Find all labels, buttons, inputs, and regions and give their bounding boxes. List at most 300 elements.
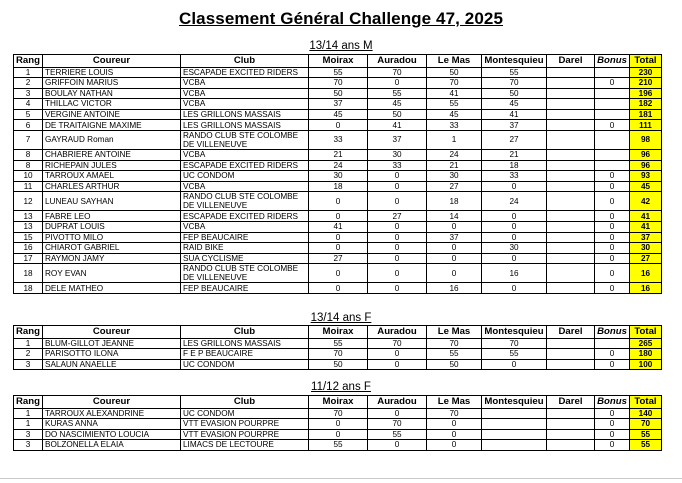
cell-montesquieu: 30 — [482, 243, 547, 254]
table-row — [14, 109, 662, 120]
cell-coureur: DO NASCIMIENTO LOUCIA — [43, 429, 181, 440]
cell-coureur: CHARLES ARTHUR — [43, 181, 181, 192]
cell-moirax: 55 — [309, 338, 368, 349]
cell-total: 45 — [630, 181, 662, 192]
cell-montesquieu: 70 — [482, 78, 547, 89]
cell-moirax: 0 — [309, 192, 368, 211]
table-header-row — [14, 396, 662, 409]
cell-coureur: PARISOTTO ILONA — [43, 349, 181, 360]
cell-moirax: 0 — [309, 120, 368, 131]
cell-lemas: 50 — [427, 67, 482, 78]
cell-coureur: BOLZONELLA ELAIA — [43, 440, 181, 451]
table-row — [14, 359, 662, 370]
cell-bonus — [595, 160, 630, 171]
cell-auradou: 55 — [368, 88, 427, 99]
table-row — [14, 253, 662, 264]
cell-montesquieu: 0 — [482, 211, 547, 222]
cell-total: 55 — [630, 429, 662, 440]
results-table-11-12-f — [13, 395, 662, 451]
cell-lemas: 14 — [427, 211, 482, 222]
cell-montesquieu: 45 — [482, 99, 547, 110]
cell-lemas: 0 — [427, 264, 482, 283]
cell-club: LES GRILLONS MASSAIS — [181, 109, 309, 120]
cell-club: FEP BEAUCAIRE — [181, 232, 309, 243]
cell-lemas: 0 — [427, 253, 482, 264]
cell-montesquieu: 0 — [482, 222, 547, 233]
cell-lemas: 33 — [427, 120, 482, 131]
cell-rang: 7 — [14, 131, 43, 150]
cell-montesquieu: 0 — [482, 283, 547, 294]
cell-club: RANDO CLUB STE COLOMBE DE VILLENEUVE — [181, 192, 309, 211]
column-header-lemas: Le Mas — [427, 396, 482, 409]
table-row — [14, 283, 662, 294]
cell-bonus — [595, 131, 630, 150]
column-header-coureur: Coureur — [43, 55, 181, 68]
cell-montesquieu: 55 — [482, 67, 547, 78]
cell-coureur: TARROUX ALEXANDRINE — [43, 408, 181, 419]
column-header-auradou: Auradou — [368, 396, 427, 409]
cell-moirax: 50 — [309, 359, 368, 370]
table-row — [14, 131, 662, 150]
cell-moirax: 41 — [309, 222, 368, 233]
cell-darel — [547, 150, 595, 161]
cell-club: UC CONDOM — [181, 408, 309, 419]
cell-darel — [547, 349, 595, 360]
table-header-row — [14, 55, 662, 68]
cell-lemas: 70 — [427, 338, 482, 349]
column-header-club: Club — [181, 396, 309, 409]
cell-bonus: 0 — [595, 171, 630, 182]
column-header-montesquieu: Montesquieu — [482, 326, 547, 339]
cell-darel — [547, 109, 595, 120]
column-header-total: Total — [630, 55, 662, 68]
cell-montesquieu — [482, 440, 547, 451]
cell-lemas: 0 — [427, 243, 482, 254]
cell-total: 181 — [630, 109, 662, 120]
cell-moirax: 0 — [309, 264, 368, 283]
cell-rang: 17 — [14, 253, 43, 264]
cell-darel — [547, 232, 595, 243]
cell-club: VCBA — [181, 78, 309, 89]
cell-moirax: 0 — [309, 283, 368, 294]
cell-bonus: 0 — [595, 264, 630, 283]
cell-rang: 3 — [14, 88, 43, 99]
cell-rang: 10 — [14, 171, 43, 182]
cell-rang: 16 — [14, 243, 43, 254]
cell-lemas: 55 — [427, 99, 482, 110]
table-row — [14, 440, 662, 451]
cell-moirax: 37 — [309, 99, 368, 110]
cell-lemas: 21 — [427, 160, 482, 171]
cell-montesquieu: 16 — [482, 264, 547, 283]
table-row — [14, 67, 662, 78]
cell-darel — [547, 192, 595, 211]
cell-club: VCBA — [181, 222, 309, 233]
cell-club: LES GRILLONS MASSAIS — [181, 120, 309, 131]
cell-coureur: CHABRIERE ANTOINE — [43, 150, 181, 161]
cell-total: 180 — [630, 349, 662, 360]
cell-coureur: TARROUX AMAEL — [43, 171, 181, 182]
cell-auradou: 0 — [368, 181, 427, 192]
column-header-bonus: Bonus — [595, 326, 630, 339]
cell-rang: 8 — [14, 160, 43, 171]
cell-darel — [547, 264, 595, 283]
cell-montesquieu: 0 — [482, 359, 547, 370]
cell-club: F E P BEAUCAIRE — [181, 349, 309, 360]
column-header-rang: Rang — [14, 55, 43, 68]
cell-rang: 13 — [14, 222, 43, 233]
column-header-darel: Darel — [547, 55, 595, 68]
cell-montesquieu: 41 — [482, 109, 547, 120]
cell-bonus: 0 — [595, 349, 630, 360]
cell-darel — [547, 408, 595, 419]
cell-lemas: 70 — [427, 78, 482, 89]
cell-lemas: 50 — [427, 359, 482, 370]
cell-darel — [547, 120, 595, 131]
cell-darel — [547, 359, 595, 370]
cell-auradou: 0 — [368, 243, 427, 254]
cell-montesquieu: 18 — [482, 160, 547, 171]
results-table-13-14-m — [13, 54, 662, 294]
cell-bonus: 0 — [595, 78, 630, 89]
cell-rang: 11 — [14, 181, 43, 192]
cell-darel — [547, 88, 595, 99]
cell-rang: 12 — [14, 192, 43, 211]
cell-club: VCBA — [181, 99, 309, 110]
cell-total: 30 — [630, 243, 662, 254]
cell-moirax: 70 — [309, 78, 368, 89]
cell-lemas: 37 — [427, 232, 482, 243]
cell-club: RANDO CLUB STE COLOMBE DE VILLENEUVE — [181, 264, 309, 283]
cell-lemas: 27 — [427, 181, 482, 192]
cell-bonus: 0 — [595, 429, 630, 440]
section-label-11-12-f: 11/12 ans F — [311, 381, 371, 393]
cell-montesquieu: 0 — [482, 181, 547, 192]
cell-montesquieu: 50 — [482, 88, 547, 99]
cell-moirax: 0 — [309, 243, 368, 254]
cell-moirax: 0 — [309, 211, 368, 222]
cell-rang: 15 — [14, 232, 43, 243]
cell-moirax: 55 — [309, 440, 368, 451]
cell-auradou: 0 — [368, 232, 427, 243]
cell-moirax: 45 — [309, 109, 368, 120]
table-row — [14, 192, 662, 211]
cell-auradou: 33 — [368, 160, 427, 171]
cell-auradou: 0 — [368, 192, 427, 211]
cell-auradou: 0 — [368, 78, 427, 89]
cell-coureur: ROY EVAN — [43, 264, 181, 283]
column-header-moirax: Moirax — [309, 55, 368, 68]
cell-lemas: 0 — [427, 222, 482, 233]
cell-lemas: 16 — [427, 283, 482, 294]
cell-bonus: 0 — [595, 211, 630, 222]
cell-club: UC CONDOM — [181, 359, 309, 370]
column-header-coureur: Coureur — [43, 396, 181, 409]
table-row — [14, 222, 662, 233]
cell-coureur: CHIAROT GABRIEL — [43, 243, 181, 254]
cell-coureur: BOULAY NATHAN — [43, 88, 181, 99]
cell-montesquieu: 33 — [482, 171, 547, 182]
column-header-montesquieu: Montesquieu — [482, 396, 547, 409]
cell-auradou: 70 — [368, 419, 427, 430]
cell-rang: 2 — [14, 78, 43, 89]
cell-total: 16 — [630, 283, 662, 294]
table-row — [14, 171, 662, 182]
table-row — [14, 419, 662, 430]
cell-total: 41 — [630, 211, 662, 222]
cell-rang: 3 — [14, 440, 43, 451]
column-header-club: Club — [181, 55, 309, 68]
cell-total: 265 — [630, 338, 662, 349]
cell-total: 100 — [630, 359, 662, 370]
cell-lemas: 0 — [427, 429, 482, 440]
cell-total: 55 — [630, 440, 662, 451]
cell-bonus: 0 — [595, 419, 630, 430]
cell-lemas: 1 — [427, 131, 482, 150]
section-label-13-14-m: 13/14 ans M — [309, 40, 373, 52]
cell-darel — [547, 222, 595, 233]
cell-bonus: 0 — [595, 440, 630, 451]
cell-club: ESCAPADE EXCITED RIDERS — [181, 160, 309, 171]
column-header-rang: Rang — [14, 326, 43, 339]
cell-total: 16 — [630, 264, 662, 283]
cell-rang: 3 — [14, 429, 43, 440]
column-header-bonus: Bonus — [595, 55, 630, 68]
cell-montesquieu: 37 — [482, 120, 547, 131]
cell-bonus: 0 — [595, 192, 630, 211]
cell-auradou: 55 — [368, 429, 427, 440]
cell-auradou: 0 — [368, 359, 427, 370]
cell-coureur: PIVOTTO MILO — [43, 232, 181, 243]
cell-auradou: 0 — [368, 253, 427, 264]
cell-auradou: 0 — [368, 349, 427, 360]
cell-coureur: SALAUN ANAELLE — [43, 359, 181, 370]
cell-total: 70 — [630, 419, 662, 430]
cell-coureur: RAYMON JAMY — [43, 253, 181, 264]
cell-rang: 3 — [14, 359, 43, 370]
cell-total: 37 — [630, 232, 662, 243]
column-header-lemas: Le Mas — [427, 55, 482, 68]
cell-total: 27 — [630, 253, 662, 264]
cell-bonus — [595, 338, 630, 349]
column-header-darel: Darel — [547, 326, 595, 339]
cell-coureur: GRIFFOIN MARIUS — [43, 78, 181, 89]
cell-darel — [547, 419, 595, 430]
table-row — [14, 120, 662, 131]
cell-club: SUA CYCLISME — [181, 253, 309, 264]
cell-moirax: 0 — [309, 232, 368, 243]
cell-auradou: 0 — [368, 283, 427, 294]
cell-montesquieu: 70 — [482, 338, 547, 349]
cell-total: 41 — [630, 222, 662, 233]
column-header-auradou: Auradou — [368, 326, 427, 339]
cell-coureur: DE TRAITAIGNE MAXIME — [43, 120, 181, 131]
table-row — [14, 150, 662, 161]
cell-club: VTT EVASION POURPRE — [181, 419, 309, 430]
cell-club: VTT EVASION POURPRE — [181, 429, 309, 440]
cell-club: ESCAPADE EXCITED RIDERS — [181, 67, 309, 78]
cell-bonus: 0 — [595, 408, 630, 419]
cell-rang: 8 — [14, 150, 43, 161]
cell-auradou: 0 — [368, 408, 427, 419]
cell-auradou: 0 — [368, 440, 427, 451]
cell-moirax: 70 — [309, 349, 368, 360]
cell-darel — [547, 171, 595, 182]
cell-coureur: VERGINE ANTOINE — [43, 109, 181, 120]
cell-lemas: 55 — [427, 349, 482, 360]
cell-rang: 1 — [14, 408, 43, 419]
cell-moirax: 55 — [309, 67, 368, 78]
cell-total: 96 — [630, 150, 662, 161]
cell-rang: 18 — [14, 283, 43, 294]
cell-bonus: 0 — [595, 232, 630, 243]
cell-moirax: 33 — [309, 131, 368, 150]
cell-coureur: KURAS ANNA — [43, 419, 181, 430]
cell-auradou: 30 — [368, 150, 427, 161]
cell-total: 140 — [630, 408, 662, 419]
cell-total: 196 — [630, 88, 662, 99]
cell-rang: 1 — [14, 419, 43, 430]
cell-lemas: 45 — [427, 109, 482, 120]
cell-lemas: 18 — [427, 192, 482, 211]
cell-rang: 13 — [14, 211, 43, 222]
cell-montesquieu — [482, 408, 547, 419]
cell-bonus: 0 — [595, 181, 630, 192]
cell-coureur: DELE MATHEO — [43, 283, 181, 294]
cell-moirax: 30 — [309, 171, 368, 182]
cell-rang: 5 — [14, 109, 43, 120]
cell-coureur: RICHEPAIN JULES — [43, 160, 181, 171]
cell-club: VCBA — [181, 88, 309, 99]
table-row — [14, 211, 662, 222]
table-row — [14, 408, 662, 419]
cell-auradou: 70 — [368, 338, 427, 349]
cell-total: 210 — [630, 78, 662, 89]
cell-darel — [547, 338, 595, 349]
cell-moirax: 24 — [309, 160, 368, 171]
cell-lemas: 0 — [427, 440, 482, 451]
cell-bonus: 0 — [595, 359, 630, 370]
column-header-rang: Rang — [14, 396, 43, 409]
cell-lemas: 70 — [427, 408, 482, 419]
table-row — [14, 78, 662, 89]
table-row — [14, 243, 662, 254]
cell-bonus: 0 — [595, 253, 630, 264]
cell-total: 182 — [630, 99, 662, 110]
cell-bonus — [595, 150, 630, 161]
cell-moirax: 0 — [309, 419, 368, 430]
cell-auradou: 0 — [368, 222, 427, 233]
cell-moirax: 0 — [309, 429, 368, 440]
cell-darel — [547, 99, 595, 110]
column-header-montesquieu: Montesquieu — [482, 55, 547, 68]
cell-montesquieu: 27 — [482, 131, 547, 150]
cell-auradou: 0 — [368, 171, 427, 182]
column-header-lemas: Le Mas — [427, 326, 482, 339]
cell-bonus — [595, 99, 630, 110]
results-table-13-14-f — [13, 325, 662, 370]
page-bottom-edge — [0, 478, 682, 479]
cell-coureur: THILLAC VICTOR — [43, 99, 181, 110]
cell-total: 42 — [630, 192, 662, 211]
cell-club: LES GRILLONS MASSAIS — [181, 338, 309, 349]
cell-club: RANDO CLUB STE COLOMBE DE VILLENEUVE — [181, 131, 309, 150]
cell-darel — [547, 440, 595, 451]
table-row — [14, 232, 662, 243]
cell-montesquieu: 0 — [482, 232, 547, 243]
column-header-auradou: Auradou — [368, 55, 427, 68]
cell-bonus: 0 — [595, 120, 630, 131]
cell-montesquieu: 55 — [482, 349, 547, 360]
cell-montesquieu: 21 — [482, 150, 547, 161]
cell-total: 111 — [630, 120, 662, 131]
cell-total: 98 — [630, 131, 662, 150]
cell-total: 96 — [630, 160, 662, 171]
cell-rang: 1 — [14, 338, 43, 349]
cell-coureur: TERRIERE LOUIS — [43, 67, 181, 78]
cell-rang: 1 — [14, 67, 43, 78]
column-header-total: Total — [630, 326, 662, 339]
cell-club: UC CONDOM — [181, 171, 309, 182]
cell-coureur: LUNEAU SAYHAN — [43, 192, 181, 211]
cell-club: VCBA — [181, 181, 309, 192]
cell-rang: 4 — [14, 99, 43, 110]
cell-darel — [547, 181, 595, 192]
cell-bonus: 0 — [595, 222, 630, 233]
document-title: Classement Général Challenge 47, 2025 — [178, 9, 504, 28]
table-row — [14, 88, 662, 99]
cell-auradou: 45 — [368, 99, 427, 110]
cell-moirax: 50 — [309, 88, 368, 99]
table-row — [14, 160, 662, 171]
cell-bonus: 0 — [595, 243, 630, 254]
cell-darel — [547, 160, 595, 171]
cell-montesquieu: 0 — [482, 253, 547, 264]
cell-bonus: 0 — [595, 283, 630, 294]
cell-rang: 18 — [14, 264, 43, 283]
cell-total: 230 — [630, 67, 662, 78]
cell-moirax: 27 — [309, 253, 368, 264]
cell-montesquieu — [482, 419, 547, 430]
table-header-row — [14, 326, 662, 339]
cell-moirax: 18 — [309, 181, 368, 192]
cell-coureur: FABRE LEO — [43, 211, 181, 222]
cell-lemas: 41 — [427, 88, 482, 99]
table-row — [14, 349, 662, 360]
cell-auradou: 0 — [368, 264, 427, 283]
cell-darel — [547, 283, 595, 294]
cell-lemas: 24 — [427, 150, 482, 161]
cell-club: VCBA — [181, 150, 309, 161]
cell-darel — [547, 78, 595, 89]
cell-moirax: 21 — [309, 150, 368, 161]
cell-auradou: 37 — [368, 131, 427, 150]
cell-moirax: 70 — [309, 408, 368, 419]
cell-darel — [547, 429, 595, 440]
cell-total: 93 — [630, 171, 662, 182]
cell-montesquieu — [482, 429, 547, 440]
cell-club: RAID BIKE — [181, 243, 309, 254]
cell-darel — [547, 131, 595, 150]
cell-club: FEP BEAUCAIRE — [181, 283, 309, 294]
section-label-13-14-f: 13/14 ans F — [310, 312, 372, 324]
column-header-club: Club — [181, 326, 309, 339]
cell-auradou: 41 — [368, 120, 427, 131]
cell-darel — [547, 253, 595, 264]
table-row — [14, 338, 662, 349]
column-header-moirax: Moirax — [309, 326, 368, 339]
cell-rang: 6 — [14, 120, 43, 131]
